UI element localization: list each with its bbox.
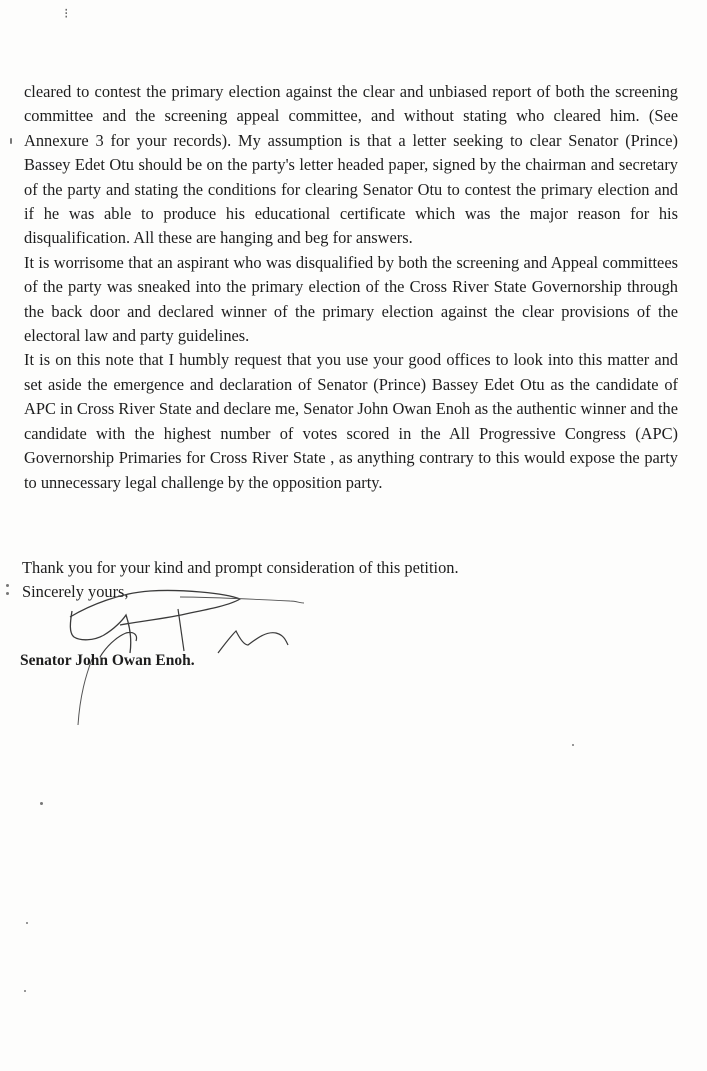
speck-mark — [6, 592, 9, 595]
letter-body — [24, 80, 678, 495]
signatory-name: Senator John Owan Enoh. — [20, 652, 195, 669]
speck-mark — [26, 922, 28, 924]
speck-mark — [40, 802, 43, 805]
speck-mark — [10, 138, 12, 144]
page-mark-icon: ⁝ — [64, 7, 69, 22]
speck-mark — [572, 744, 574, 746]
closing-thanks: Thank you for your kind and prompt consideration of this petition. — [22, 558, 459, 577]
speck-mark — [24, 990, 26, 992]
paragraph-2: It is worrisome that an aspirant who was disqualified by both the screening and Appeal committees of the party was sneaked into the primary election of the Cross River State Governorship through the back door and declared winner of the primary election against the clear provisions of the electoral law and party guidelines. — [24, 252, 678, 346]
paragraph-3: It is on this note that I humbly request that you use your good offices to look into this matter and set aside the emergence and declaration of Senator (Prince) Bassey Edet Otu as the candidate of APC in Cross River State and declare me, Senator John Owan Enoh as the authentic winner and the candidate with the highest number of votes scored in the All Progressive Congress (APC) Governorship Primaries for Cross River State , as anything contrary to this would expose the party to unnecessary legal challenge by the opposition party. — [24, 350, 678, 492]
paragraph-1: cleared to contest the primary election against the clear and unbiased report of both the screening committee and the screening appeal committee, and without stating who cleared him. (See Annexure 3 for your records). My assumption is that a letter seeking to clear Senator (Prince) Bassey Edet Otu should be on the party's letter headed paper, signed by the chairman and secretary of the party and stating the conditions for clearing Senator Otu to contest the primary election and if he was able to produce his educational certificate which was the major reason for his disqualification. All these are hanging and beg for answers. — [24, 82, 678, 248]
closing-salutation: Sincerely yours, — [22, 582, 129, 601]
speck-mark — [6, 584, 9, 587]
